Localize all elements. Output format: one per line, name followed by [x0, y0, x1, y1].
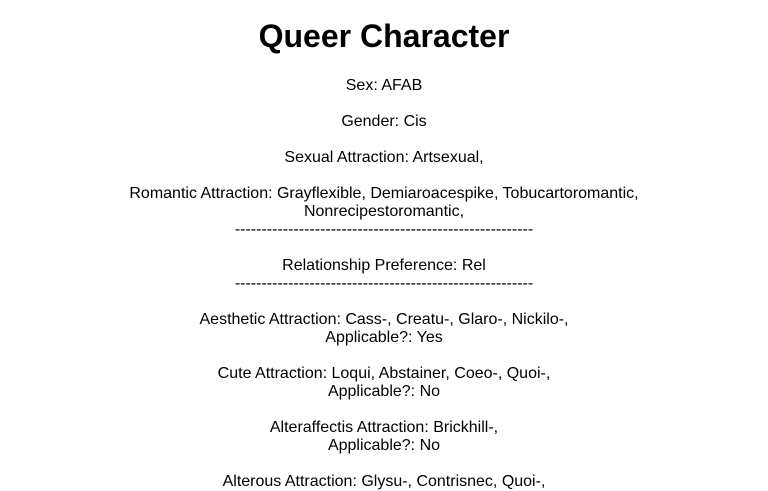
sex-line: Sex: AFAB [345, 77, 423, 94]
aesthetic-attraction-block [0, 311, 768, 347]
relationship-preference-line: Relationship Preference: Rel [282, 257, 486, 274]
sexual-attraction-line: Sexual Attraction: Artsexual, [284, 149, 484, 166]
cute-applicable-line: Applicable?: No [327, 383, 441, 400]
gender-line: Gender: Cis [341, 113, 427, 130]
page-title: Queer Character [258, 18, 510, 54]
aesthetic-applicable-line: Applicable?: Yes [325, 329, 443, 346]
romantic-attraction-line-2: Nonrecipestoromantic, [303, 203, 465, 220]
divider: -------------------------------------------------------- [234, 221, 534, 238]
romantic-attraction-line: Romantic Attraction: Grayflexible, Demiaroacespike, Tobucartoromantic, [129, 185, 639, 202]
alteraffectis-attraction-line: Alteraffectis Attraction: Brickhill-, [269, 419, 499, 436]
alteraffectis-applicable-line: Applicable?: No [327, 437, 441, 454]
alteraffectis-attraction-block [0, 419, 768, 455]
romantic-attraction-block [0, 185, 768, 239]
cute-attraction-line: Cute Attraction: Loqui, Abstainer, Coeo-, Quoi-, [217, 365, 551, 382]
alterous-attraction-block [0, 473, 768, 491]
divider: -------------------------------------------------------- [234, 275, 534, 292]
aesthetic-attraction-line: Aesthetic Attraction: Cass-, Creatu-, Glaro-, Nickilo-, [199, 311, 569, 328]
relationship-preference-block [0, 257, 768, 293]
cute-attraction-block [0, 365, 768, 401]
alterous-attraction-line: Alterous Attraction: Glysu-, Contrisnec, Quoi-, [222, 473, 546, 490]
